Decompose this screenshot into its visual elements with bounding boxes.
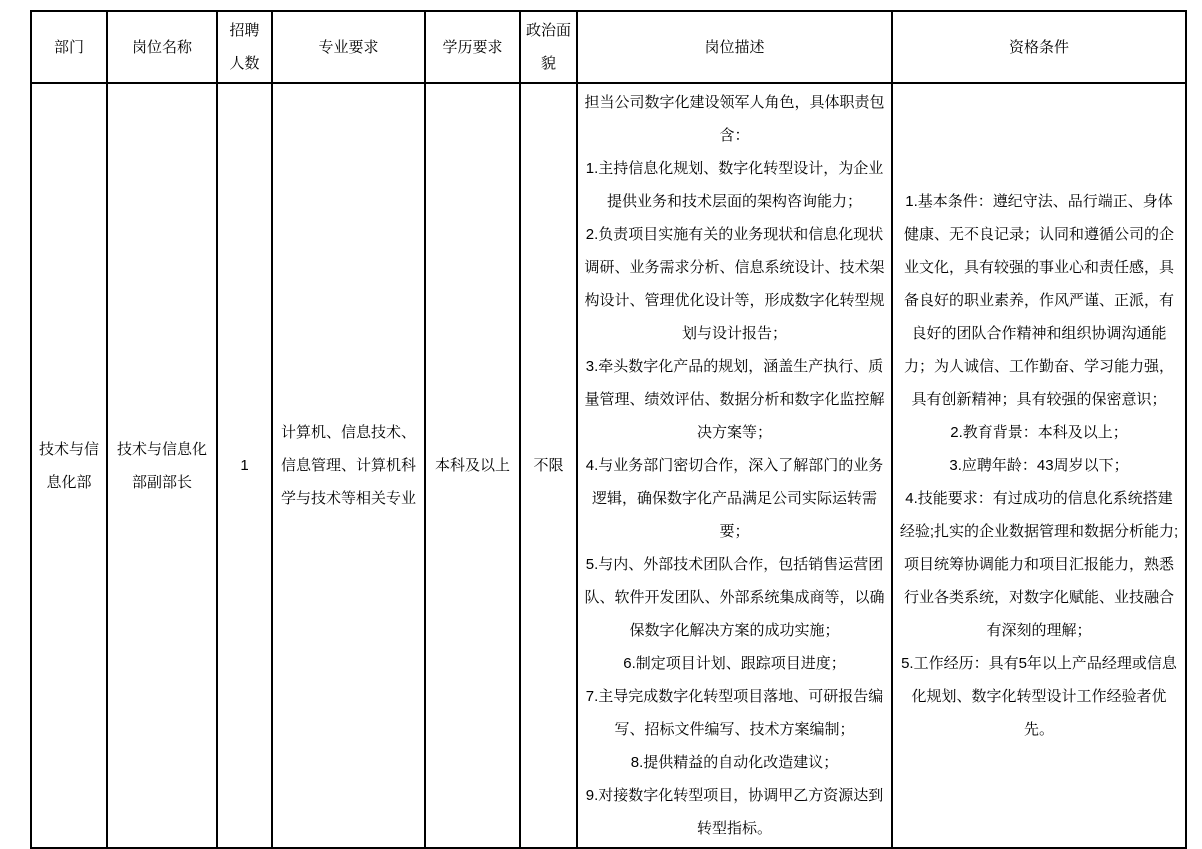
table-row: [31, 83, 1186, 848]
cell-department: 技术与信息化部: [31, 83, 107, 848]
job-description-item: 3.牵头数字化产品的规划，涵盖生产执行、质量管理、绩效评估、数据分析和数字化监控解决方案等；: [584, 358, 885, 441]
job-description-item: 4.与业务部门密切合作，深入了解部门的业务逻辑，确保数字化产品满足公司实际运转需要；: [585, 457, 884, 540]
cell-qualifications: [892, 83, 1186, 848]
header-headcount: 招聘人数: [217, 11, 272, 83]
table-header-row: [31, 11, 1186, 83]
qualification-item: 2.教育背景：本科及以上；: [950, 424, 1128, 441]
cell-major: 计算机、信息技术、信息管理、计算机科学与技术等相关专业: [272, 83, 425, 848]
header-department: 部门: [31, 11, 107, 83]
qualification-item: 5.工作经历：具有5年以上产品经理或信息化规划、数字化转型设计工作经验者优先。: [901, 655, 1177, 738]
job-description-item: 7.主导完成数字化转型项目落地、可研报告编写、招标文件编写、技术方案编制；: [585, 688, 884, 738]
cell-position: 技术与信息化部副部长: [107, 83, 217, 848]
job-description-item: 5.与内、外部技术团队合作，包括销售运营团队、软件开发团队、外部系统集成商等，以确保数字化解决方案的成功实施；: [584, 556, 885, 639]
header-political-status: 政治面貌: [520, 11, 577, 83]
job-description-item: 1.主持信息化规划、数字化转型设计，为企业提供业务和技术层面的架构咨询能力；: [585, 160, 884, 210]
job-description-item: 8.提供精益的自动化改造建议；: [630, 754, 839, 771]
header-education: 学历要求: [425, 11, 520, 83]
header-position: 岗位名称: [107, 11, 217, 83]
recruitment-table-container: [30, 10, 1187, 849]
job-description-item: 6.制定项目计划、跟踪项目进度；: [623, 655, 846, 672]
header-qualifications: 资格条件: [892, 11, 1186, 83]
qualification-item: 4.技能要求：有过成功的信息化系统搭建经验;扎实的企业数据管理和数据分析能力;项目统筹协调能力和项目汇报能力，熟悉行业各类系统，对数字化赋能、业技融合有深刻的理解；: [899, 490, 1179, 639]
recruitment-table: [30, 10, 1187, 849]
cell-education: 本科及以上: [425, 83, 520, 848]
cell-political-status: 不限: [520, 83, 577, 848]
header-major: 专业要求: [272, 11, 425, 83]
job-description-item: 2.负责项目实施有关的业务现状和信息化现状调研、业务需求分析、信息系统设计、技术架构设计、管理优化设计等，形成数字化转型规划与设计报告；: [584, 226, 885, 342]
cell-headcount: 1: [217, 83, 272, 848]
qualification-item: 3.应聘年龄：43周岁以下；: [949, 457, 1129, 474]
header-job-description: 岗位描述: [577, 11, 892, 83]
qualification-item: 1.基本条件：遵纪守法、品行端正、身体健康、无不良记录；认同和遵循公司的企业文化，具有较强的事业心和责任感，具备良好的职业素养，作风严谨、正派，有良好的团队合作精神和组织协调沟通能力；为人诚信、工作勤奋、学习能力强，具有创新精神；具有较强的保密意识；: [903, 193, 1174, 408]
job-description-intro: 担当公司数字化建设领军人角色，具体职责包含：: [584, 94, 885, 144]
cell-job-description: [577, 83, 892, 848]
job-description-item: 9.对接数字化转型项目，协调甲乙方资源达到转型指标。: [585, 787, 884, 837]
